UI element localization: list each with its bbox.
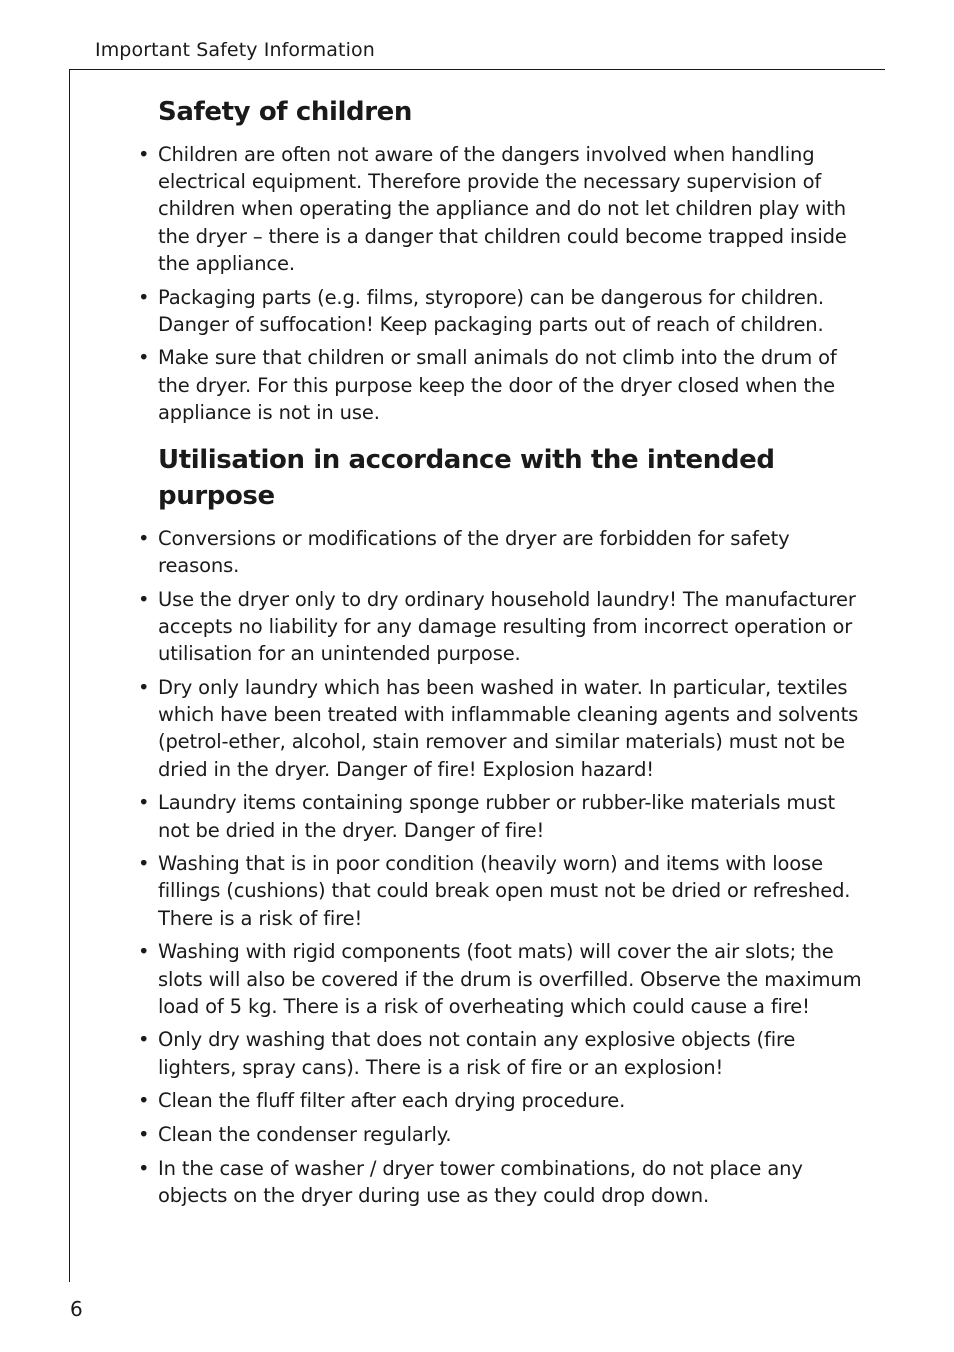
- bullet-icon: •: [138, 1123, 150, 1147]
- list-item-text: Dry only laundry which has been washed in water. In particular, textiles which have been treated with inflammable cleaning agents and solvents (petrol-ether, alcohol, stain remover and similar materials) must not be dried in the dryer. Danger of fire! Explosion hazard!: [158, 676, 859, 781]
- list-item-text: Only dry washing that does not contain any explosive objects (fire lighters, spray cans). There is a risk of fire or an explosion!: [158, 1028, 796, 1079]
- safety-of-children-list: [138, 141, 866, 426]
- bullet-icon: •: [138, 285, 150, 309]
- bullet-icon: •: [138, 852, 150, 876]
- bullet-icon: •: [138, 1156, 150, 1180]
- list-item-text: Clean the fluff filter after each drying procedure.: [158, 1089, 626, 1113]
- list-item: [138, 141, 866, 277]
- page-content: [138, 94, 866, 1216]
- list-item-text: Use the dryer only to dry ordinary household laundry! The manufacturer accepts no liability for any damage resulting from incorrect operation or utilisation for an unintended purpose.: [158, 587, 856, 666]
- list-item: [138, 586, 866, 668]
- bullet-icon: •: [138, 1028, 150, 1052]
- list-item: [138, 284, 866, 338]
- list-item: [138, 1155, 866, 1209]
- list-item-text: Make sure that children or small animals do not climb into the drum of the dryer. For this purpose keep the door of the dryer closed when the appliance is not in use.: [158, 346, 837, 424]
- list-item-text: Laundry items containing sponge rubber or rubber-like materials must not be dried in the dryer. Danger of fire!: [158, 791, 835, 842]
- list-item: [138, 525, 866, 579]
- list-item-text: Washing with rigid components (foot mats) will cover the air slots; the slots will also be covered if the drum is overfilled. Observe the maximum load of 5 kg. There is a risk of overheating which could cause a fire!: [158, 940, 862, 1018]
- list-item-text: Packaging parts (e.g. films, styropore) can be dangerous for children. Danger of suffocation! Keep packaging parts out of reach of children.: [158, 285, 824, 336]
- section-heading-intended-purpose: Utilisation in accordance with the intended purpose: [158, 445, 775, 512]
- page-number: 6: [70, 1297, 83, 1321]
- list-item: [138, 1121, 866, 1148]
- margin-rule: [69, 69, 70, 1282]
- header-rule: [69, 69, 885, 70]
- bullet-icon: •: [138, 676, 150, 700]
- bullet-icon: •: [138, 791, 150, 815]
- list-item: [138, 789, 866, 843]
- bullet-icon: •: [138, 527, 150, 551]
- list-item: [138, 1026, 866, 1080]
- list-item: [138, 850, 866, 932]
- list-item: [138, 938, 866, 1020]
- intended-purpose-list: [138, 525, 866, 1209]
- list-item-text: Conversions or modifications of the dryer are forbidden for safety reasons.: [158, 527, 790, 578]
- section-heading-safety-of-children: Safety of children: [158, 97, 412, 127]
- list-item-text: In the case of washer / dryer tower combinations, do not place any objects on the dryer during use as they could drop down.: [158, 1156, 803, 1207]
- list-item: [138, 344, 866, 426]
- bullet-icon: •: [138, 940, 150, 964]
- running-header: Important Safety Information: [95, 39, 375, 61]
- list-item-text: Clean the condenser regularly.: [158, 1123, 452, 1147]
- list-item-text: Children are often not aware of the dangers involved when handling electrical equipment. Therefore provide the necessary supervision of children when operating the appliance and do not let children play with the dryer – there is a danger that children could become trapped inside the appliance.: [158, 143, 847, 275]
- bullet-icon: •: [138, 346, 150, 370]
- bullet-icon: •: [138, 1089, 150, 1113]
- list-item: [138, 674, 866, 783]
- list-item-text: Washing that is in poor condition (heavily worn) and items with loose fillings (cushions) that could break open must not be dried or refreshed. There is a risk of fire!: [158, 852, 851, 930]
- list-item: [138, 1087, 866, 1114]
- bullet-icon: •: [138, 143, 150, 166]
- bullet-icon: •: [138, 587, 150, 611]
